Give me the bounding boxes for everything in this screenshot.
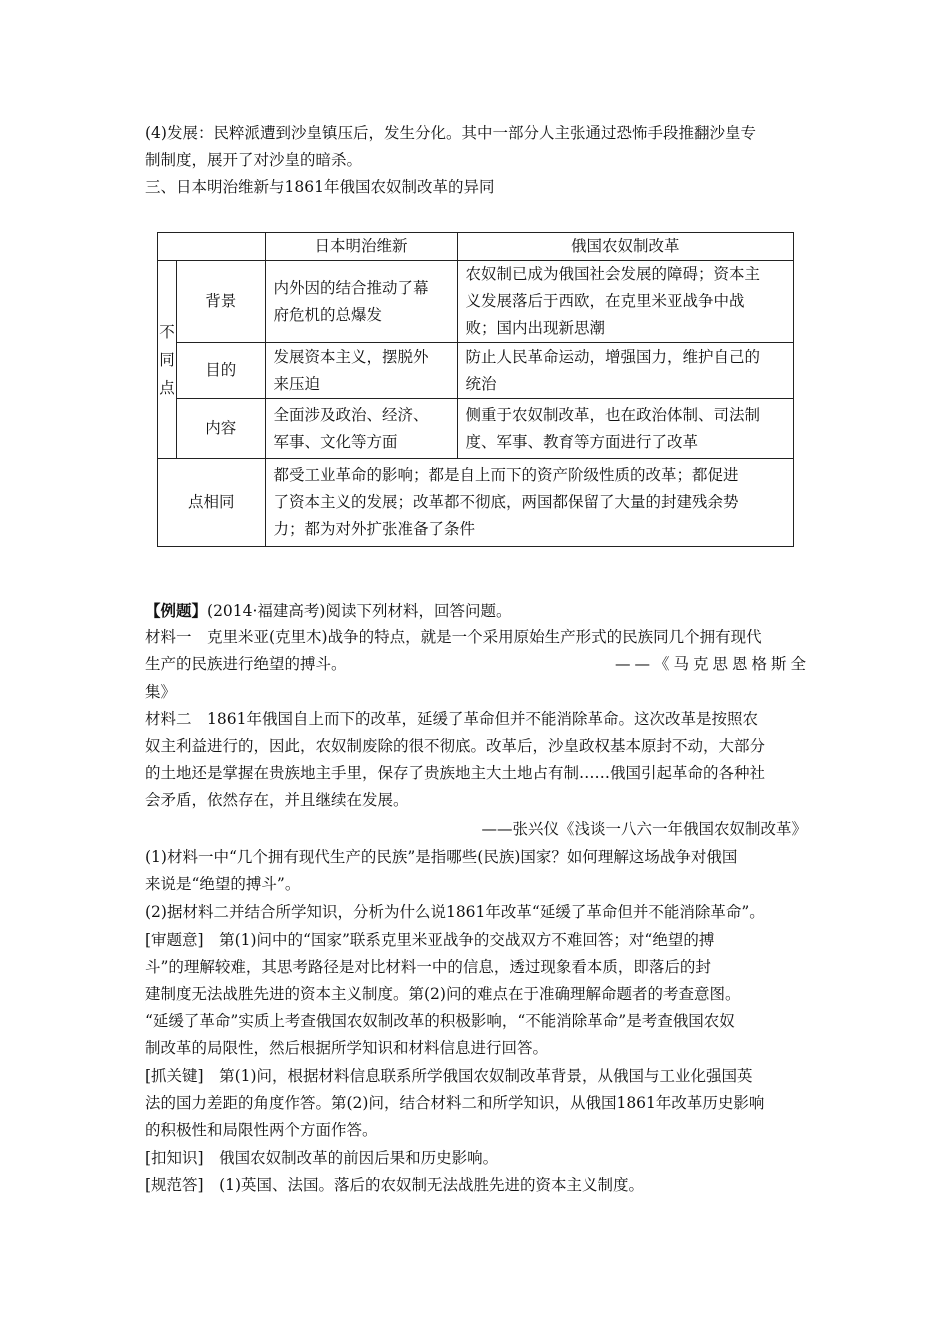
material-1-line: 生产的民族进行绝望的搏斗。	[145, 655, 347, 673]
section-heading: 三、日本明治维新与1861年俄国农奴制改革的异同	[145, 178, 495, 196]
question-1-line: (1)材料一中“几个拥有现代生产的民族”是指哪些(民族)国家？如何理解这场战争对俄国	[145, 848, 738, 866]
material-1-line: 材料一 克里米亚(克里木)战争的特点，就是一个采用原始生产形式的民族同几个拥有现代	[145, 628, 762, 646]
intro-line-2: 制制度，展开了对沙皇的暗杀。	[145, 151, 363, 169]
key-line: 的积极性和局限性两个方面作答。	[145, 1121, 378, 1139]
intro-line-1: (4)发展：民粹派遭到沙皇镇压后，发生分化。其中一部分人主张通过恐怖手段推翻沙皇专	[145, 124, 756, 142]
question-2: (2)据材料二并结合所学知识，分析为什么说1861年改革“延缓了革命但并不能消除革命”。	[145, 903, 765, 921]
material-1-citation: ——《马克思恩格斯全	[614, 655, 810, 673]
cell-japan-purpose: 发展资本主义，摆脱外 来压迫	[265, 343, 457, 399]
table-row	[158, 459, 794, 547]
example-tag: 【例题】	[145, 601, 208, 620]
example-source: (2014·福建高考)阅读下列材料，回答问题。	[207, 602, 512, 620]
material-2-line: 会矛盾，依然存在，并且继续在发展。	[145, 791, 409, 809]
material-2-line: 的土地还是掌握在贵族地主手里，保存了贵族地主大土地占有制……俄国引起革命的各种社	[145, 764, 766, 782]
question-1-line: 来说是“绝望的搏斗”。	[145, 875, 301, 893]
key-line: [抓关键] 第(1)问，根据材料信息联系所学俄国农奴制改革背景，从俄国与工业化强国英	[145, 1067, 753, 1085]
cell-russia-background: 农奴制已成为俄国社会发展的障碍；资本主 义发展落后于西欧，在克里米亚战争中战 败；国内出现新思潮	[457, 261, 793, 343]
header-japan: 日本明治维新	[265, 233, 457, 261]
comparison-table	[157, 232, 794, 547]
table-row	[158, 261, 794, 343]
cell-russia-purpose: 防止人民革命运动，增强国力，维护自己的 统治	[457, 343, 793, 399]
row-label-content: 内容	[177, 399, 266, 459]
analysis-line: “延缓了革命”实质上考查俄国农奴制改革的积极影响，“不能消除革命”是考查俄国农奴	[145, 1012, 735, 1030]
analysis-line: 制改革的局限性，然后根据所学知识和材料信息进行回答。	[145, 1039, 549, 1057]
cell-russia-content: 侧重于农奴制改革，也在政治体制、司法制 度、军事、教育等方面进行了改革	[457, 399, 793, 459]
material-2-citation: ——张兴仪《浅谈一八六一年俄国农奴制改革》	[481, 820, 807, 838]
key-line: 法的国力差距的角度作答。第(2)问，结合材料二和所学知识，从俄国1861年改革历史影响	[145, 1094, 765, 1112]
cell-japan-background: 内外因的结合推动了幕 府危机的总爆发	[265, 261, 457, 343]
analysis-line: 斗”的理解较难，其思考路径是对比材料一中的信息，透过现象看本质，即落后的封	[145, 958, 711, 976]
header-empty-cell	[158, 233, 266, 261]
example-title	[145, 597, 810, 625]
row-label-purpose: 目的	[177, 343, 266, 399]
answer-line: [规范答] (1)英国、法国。落后的农奴制无法战胜先进的资本主义制度。	[145, 1176, 645, 1194]
table-row	[158, 343, 794, 399]
row-label-background: 背景	[177, 261, 266, 343]
table-row	[158, 399, 794, 459]
knowledge-line: [扣知识] 俄国农奴制改革的前因后果和历史影响。	[145, 1149, 499, 1167]
material-2-line: 材料二 1861年俄国自上而下的改革，延缓了革命但并不能消除革命。这次改革是按照农	[145, 710, 758, 728]
diff-label: 不 同 点	[158, 261, 177, 459]
cell-japan-content: 全面涉及政治、经济、 军事、文化等方面	[265, 399, 457, 459]
table-header-row	[158, 233, 794, 261]
analysis-line: 建制度无法战胜先进的资本主义制度。第(2)问的难点在于准确理解命题者的考查意图。	[145, 985, 741, 1003]
same-label: 点相同	[158, 459, 266, 547]
cell-same: 都受工业革命的影响；都是自上而下的资产阶级性质的改革；都促进 了资本主义的发展；改革都不彻底，两国都保留了大量的封建残余势 力；都为对外扩张准备了条件	[265, 459, 793, 547]
header-russia: 俄国农奴制改革	[457, 233, 793, 261]
material-2-line: 奴主利益进行的，因此，农奴制废除的很不彻底。改革后，沙皇政权基本原封不动，大部分	[145, 737, 766, 755]
material-1-citation-cont: 集》	[145, 683, 177, 701]
analysis-line: [审题意] 第(1)问中的“国家”联系克里米亚战争的交战双方不难回答；对“绝望的搏	[145, 931, 715, 949]
